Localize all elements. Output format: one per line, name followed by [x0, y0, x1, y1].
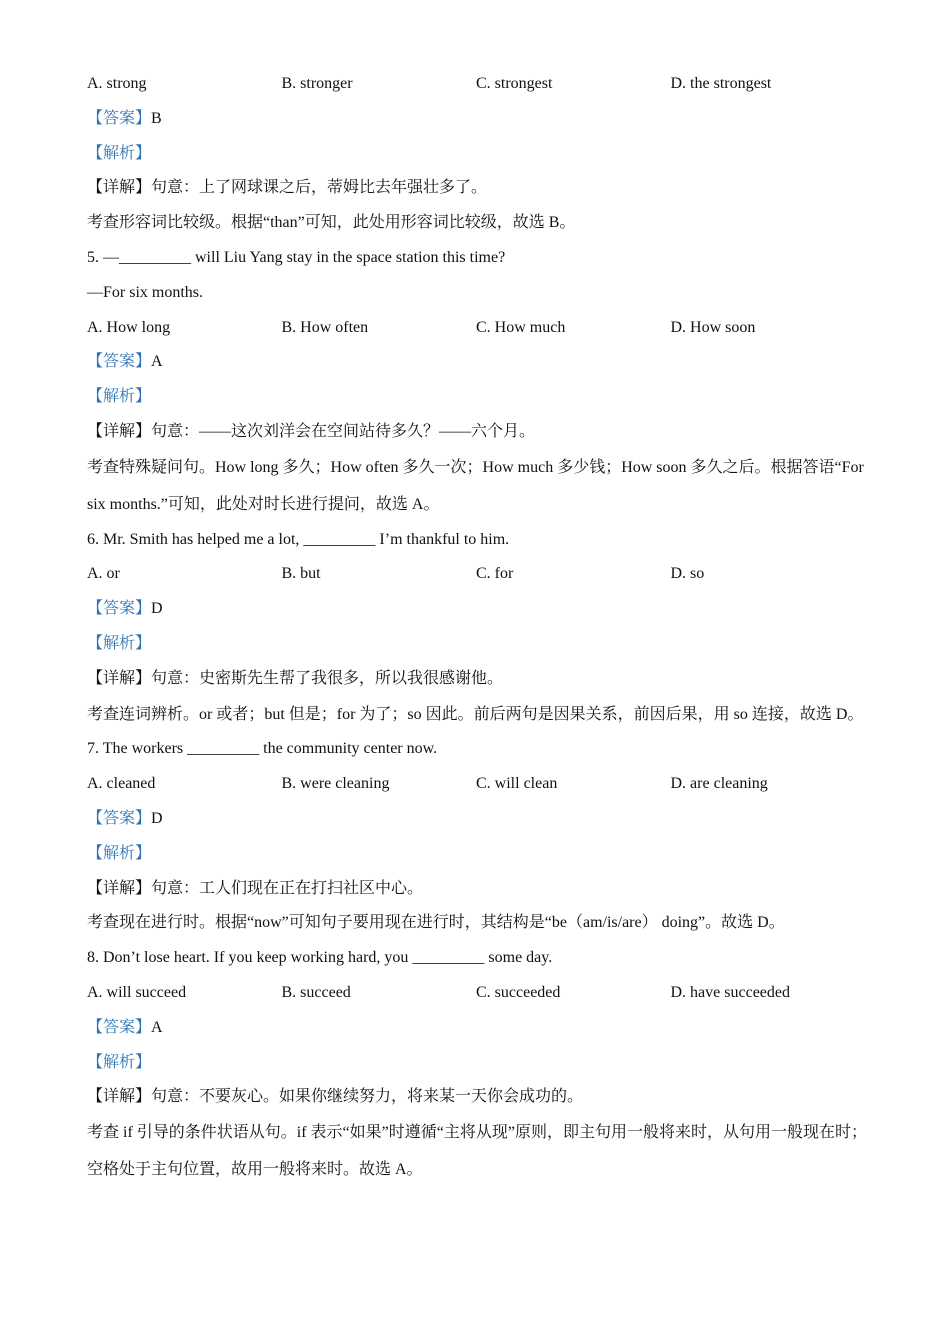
q6-explanation: 考查连词辨析。or 或者；but 但是；for 为了；so 因此。前后两句是因果关系，前因后果，用 so 连接，故选 D。: [87, 705, 864, 723]
q8-analysis-tag: 【解析】: [87, 1053, 152, 1071]
answer-value: B: [151, 109, 162, 127]
q5-options: [87, 318, 867, 338]
q6-option-c: C. for: [476, 565, 514, 583]
q5-detail: 【详解】句意：——这次刘洋会在空间站待多久？——六个月。: [87, 422, 536, 440]
q4-answer: [87, 109, 867, 129]
q8-option-a: A. will succeed: [87, 983, 187, 1001]
document-page: [87, 74, 867, 1180]
q7-option-a: A. cleaned: [87, 775, 156, 793]
answer-value: D: [151, 600, 163, 618]
q6-stem: 6. Mr. Smith has helped me a lot, _________ I’m thankful to him.: [87, 530, 510, 548]
answer-tag: 【答案】: [87, 600, 152, 618]
q8-options: [87, 983, 867, 1003]
q8-answer: [87, 1018, 867, 1038]
q5-answer: [87, 352, 867, 372]
q6-answer: [87, 599, 867, 619]
q6-analysis-tag: 【解析】: [87, 634, 152, 652]
q8-option-b: B. succeed: [281, 983, 351, 1001]
q4-explanation: 考查形容词比较级。根据“than”可知，此处用形容词比较级，故选 B。: [87, 214, 576, 232]
q5-option-b: B. How often: [281, 318, 369, 336]
q4-analysis-tag: 【解析】: [87, 144, 152, 162]
q6-option-a: A. or: [87, 565, 120, 583]
q6-option-d: D. so: [670, 565, 705, 583]
q7-answer: [87, 809, 867, 829]
q6-option-b: B. but: [281, 565, 321, 583]
q7-analysis-tag: 【解析】: [87, 844, 152, 862]
q5-reply: —For six months.: [87, 283, 204, 301]
q4-options: [87, 74, 867, 94]
answer-tag: 【答案】: [87, 809, 152, 827]
q6-detail: 【详解】句意：史密斯先生帮了我很多，所以我很感谢他。: [87, 669, 504, 687]
q7-option-b: B. were cleaning: [281, 775, 390, 793]
q5-option-c: C. How much: [476, 318, 566, 336]
q8-detail: 【详解】句意：不要灰心。如果你继续努力，将来某一天你会成功的。: [87, 1088, 584, 1106]
answer-tag: 【答案】: [87, 1018, 152, 1036]
answer-value: D: [151, 809, 163, 827]
q5-option-d: D. How soon: [670, 318, 756, 336]
q7-options: [87, 774, 867, 794]
q4-detail: 【详解】句意：上了网球课之后，蒂姆比去年强壮多了。: [87, 179, 488, 197]
q8-stem: 8. Don’t lose heart. If you keep working hard, you _________ some day.: [87, 949, 553, 967]
q6-options: [87, 564, 867, 584]
q7-detail: 【详解】句意：工人们现在正在打扫社区中心。: [87, 879, 424, 897]
answer-value: A: [151, 1018, 163, 1036]
q5-analysis-tag: 【解析】: [87, 388, 152, 406]
q8-option-d: D. have succeeded: [670, 983, 790, 1001]
q7-stem: 7. The workers _________ the community center now.: [87, 740, 438, 758]
q8-explanation: 考查 if 引导的条件状语从句。if 表示“如果”时遵循“主将从现”原则，即主句用一般将来时，从句用一般现在时；空格处于主句位置，故用一般将来时。故选 A。: [87, 1124, 867, 1179]
q5-explanation: 考查特殊疑问句。How long 多久；How often 多久一次；How much 多少钱；How soon 多久之后。根据答语“For six months.”可知，此处对时长进行提问，故选 A。: [87, 458, 864, 513]
q7-option-d: D. are cleaning: [670, 775, 768, 793]
answer-value: A: [151, 353, 163, 371]
answer-tag: 【答案】: [87, 353, 152, 371]
q5-stem: 5. —_________ will Liu Yang stay in the space station this time?: [87, 248, 506, 266]
q7-option-c: C. will clean: [476, 775, 558, 793]
answer-tag: 【答案】: [87, 109, 152, 127]
q5-option-a: A. How long: [87, 318, 171, 336]
q4-option-b: B. stronger: [281, 75, 353, 92]
q4-option-a: A. strong: [87, 75, 147, 92]
q8-option-c: C. succeeded: [476, 983, 561, 1001]
q4-option-c: C. strongest: [476, 75, 553, 92]
q4-option-d: D. the strongest: [670, 75, 772, 92]
q7-explanation: 考查现在进行时。根据“now”可知句子要用现在进行时，其结构是“be（am/is/are） doing”。故选 D。: [87, 914, 785, 932]
